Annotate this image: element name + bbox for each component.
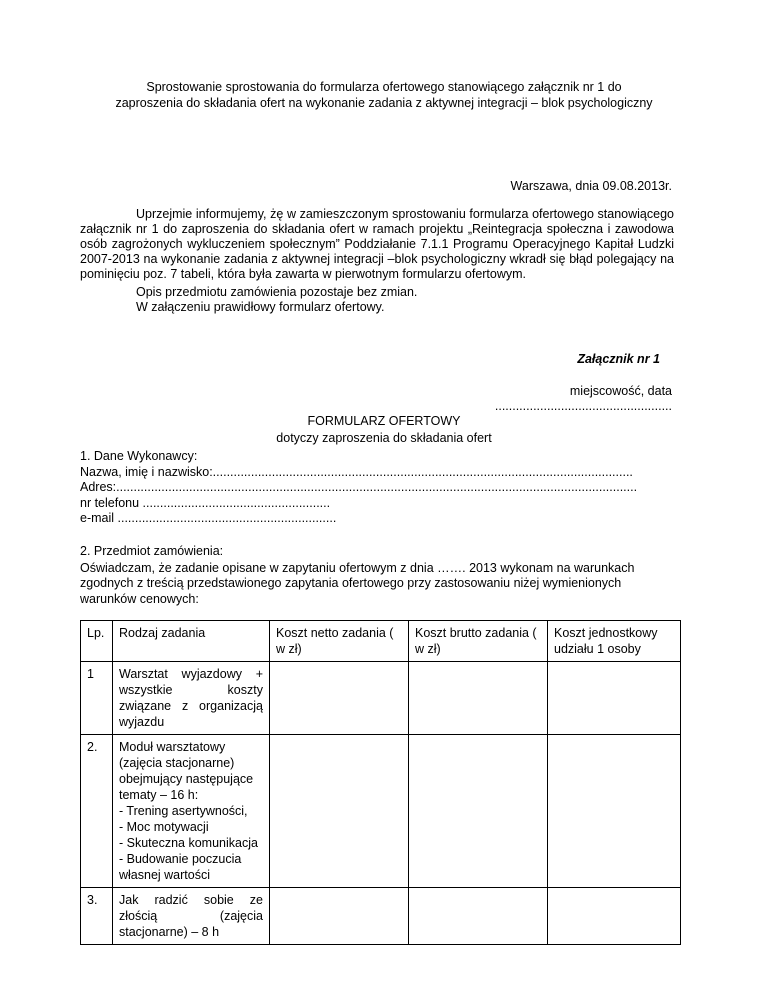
table-header-row	[81, 621, 681, 662]
row-lp: 3.	[81, 888, 113, 945]
gross-cost-cell[interactable]	[409, 888, 548, 945]
place-date-dots: ...................................................	[494, 399, 672, 413]
contractor-heading: 1. Dane Wykonawcy:	[80, 449, 198, 463]
row-task	[113, 735, 270, 888]
net-cost-cell[interactable]	[270, 735, 409, 888]
intro-opis-line: Opis przedmiotu zamówienia pozostaje bez zmian.	[136, 285, 418, 299]
row-lp: 2.	[81, 735, 113, 888]
form-subtitle: dotyczy zaproszenia do składania ofert	[276, 431, 492, 445]
contractor-email-field: e-mail ...............................................................	[80, 511, 337, 525]
unit-cost-cell[interactable]	[548, 888, 681, 945]
contractor-name-field: Nazwa, imię i nazwisko:.........................................................................................................................	[80, 465, 633, 479]
table-row	[81, 662, 681, 735]
header-task: Rodzaj zadania	[113, 621, 270, 662]
unit-cost-cell[interactable]	[548, 662, 681, 735]
row-task	[113, 888, 270, 945]
unit-cost-cell[interactable]	[548, 735, 681, 888]
header-lp: Lp.	[81, 621, 113, 662]
date-line: Warszawa, dnia 09.08.2013r.	[510, 179, 672, 193]
intro-paragraph	[80, 207, 674, 282]
gross-cost-cell[interactable]	[409, 662, 548, 735]
row-task	[113, 662, 270, 735]
header-unit-cost: Koszt jednostkowy udziału 1 osoby	[548, 621, 681, 662]
subject-line-3: warunków cenowych:	[80, 592, 199, 606]
task-line: Warsztat wyjazdowy + wszystkie koszty związane z organizacją wyjazdu	[119, 667, 263, 729]
task-line: - Moc motywacji	[119, 820, 209, 834]
table-row	[81, 735, 681, 888]
row-lp: 1	[81, 662, 113, 735]
net-cost-cell[interactable]	[270, 662, 409, 735]
subject-heading: 2. Przedmiot zamówienia:	[80, 544, 224, 558]
place-date-label: miejscowość, data	[569, 384, 672, 398]
offer-table	[80, 620, 681, 945]
intro-zalaczenie-line: W załączeniu prawidłowy formularz ofertowy.	[136, 300, 385, 314]
task-line: Moduł warsztatowy (zajęcia stacjonarne) obejmujący następujące tematy – 16 h:	[119, 740, 254, 802]
contractor-phone-field: nr telefonu ......................................................	[80, 496, 331, 510]
task-line: Jak radzić sobie ze złością (zajęcia stacjonarne) – 8 h	[119, 893, 263, 939]
header-gross-cost: Koszt brutto zadania ( w zł)	[409, 621, 548, 662]
subject-line-2: zgodnych z treścią przedstawionego zapytania ofertowego przy zastosowaniu niżej wymienionych	[80, 576, 622, 590]
contractor-address-field: Adres:......................................................................................................................................................	[80, 480, 638, 494]
task-line: - Budowanie poczucia własnej wartości	[119, 852, 242, 882]
header-line-2: zaproszenia do składania ofert na wykonanie zadania z aktywnej integracji – blok psychologiczny	[115, 96, 653, 110]
gross-cost-cell[interactable]	[409, 735, 548, 888]
table-row	[81, 888, 681, 945]
attachment-label: Załącznik nr 1	[577, 352, 660, 366]
intro-text: Uprzejmie informujemy, żę w zamieszczonym sprostowaniu formularza ofertowego stanowiącego załącznik nr 1 do zaproszenia do składania ofert w ramach projektu „Reintegracja społeczna i zawodowa osób zagrożonych wykluczeniem społecznym” Poddziałanie 7.1.1 Programu Operacyjnego Kapitał Ludzki 2007-2013 na wykonanie zadania z aktywnej integracji –blok psychologiczny wkradł się błąd polegający na pominięciu poz. 7 tabeli, która była zawarta w pierwotnym formularzu ofertowym.	[80, 207, 674, 281]
net-cost-cell[interactable]	[270, 888, 409, 945]
form-title: FORMULARZ OFERTOWY	[307, 414, 461, 428]
subject-line-1: Oświadczam, że zadanie opisane w zapytaniu ofertowym z dnia ……. 2013 wykonam na warunkach	[80, 561, 635, 575]
task-line: - Skuteczna komunikacja	[119, 836, 258, 850]
header-line-1: Sprostowanie sprostowania do formularza ofertowego stanowiącego załącznik nr 1 do	[146, 80, 622, 94]
header-net-cost: Koszt netto zadania ( w zł)	[270, 621, 409, 662]
task-line: - Trening asertywności,	[119, 804, 248, 818]
